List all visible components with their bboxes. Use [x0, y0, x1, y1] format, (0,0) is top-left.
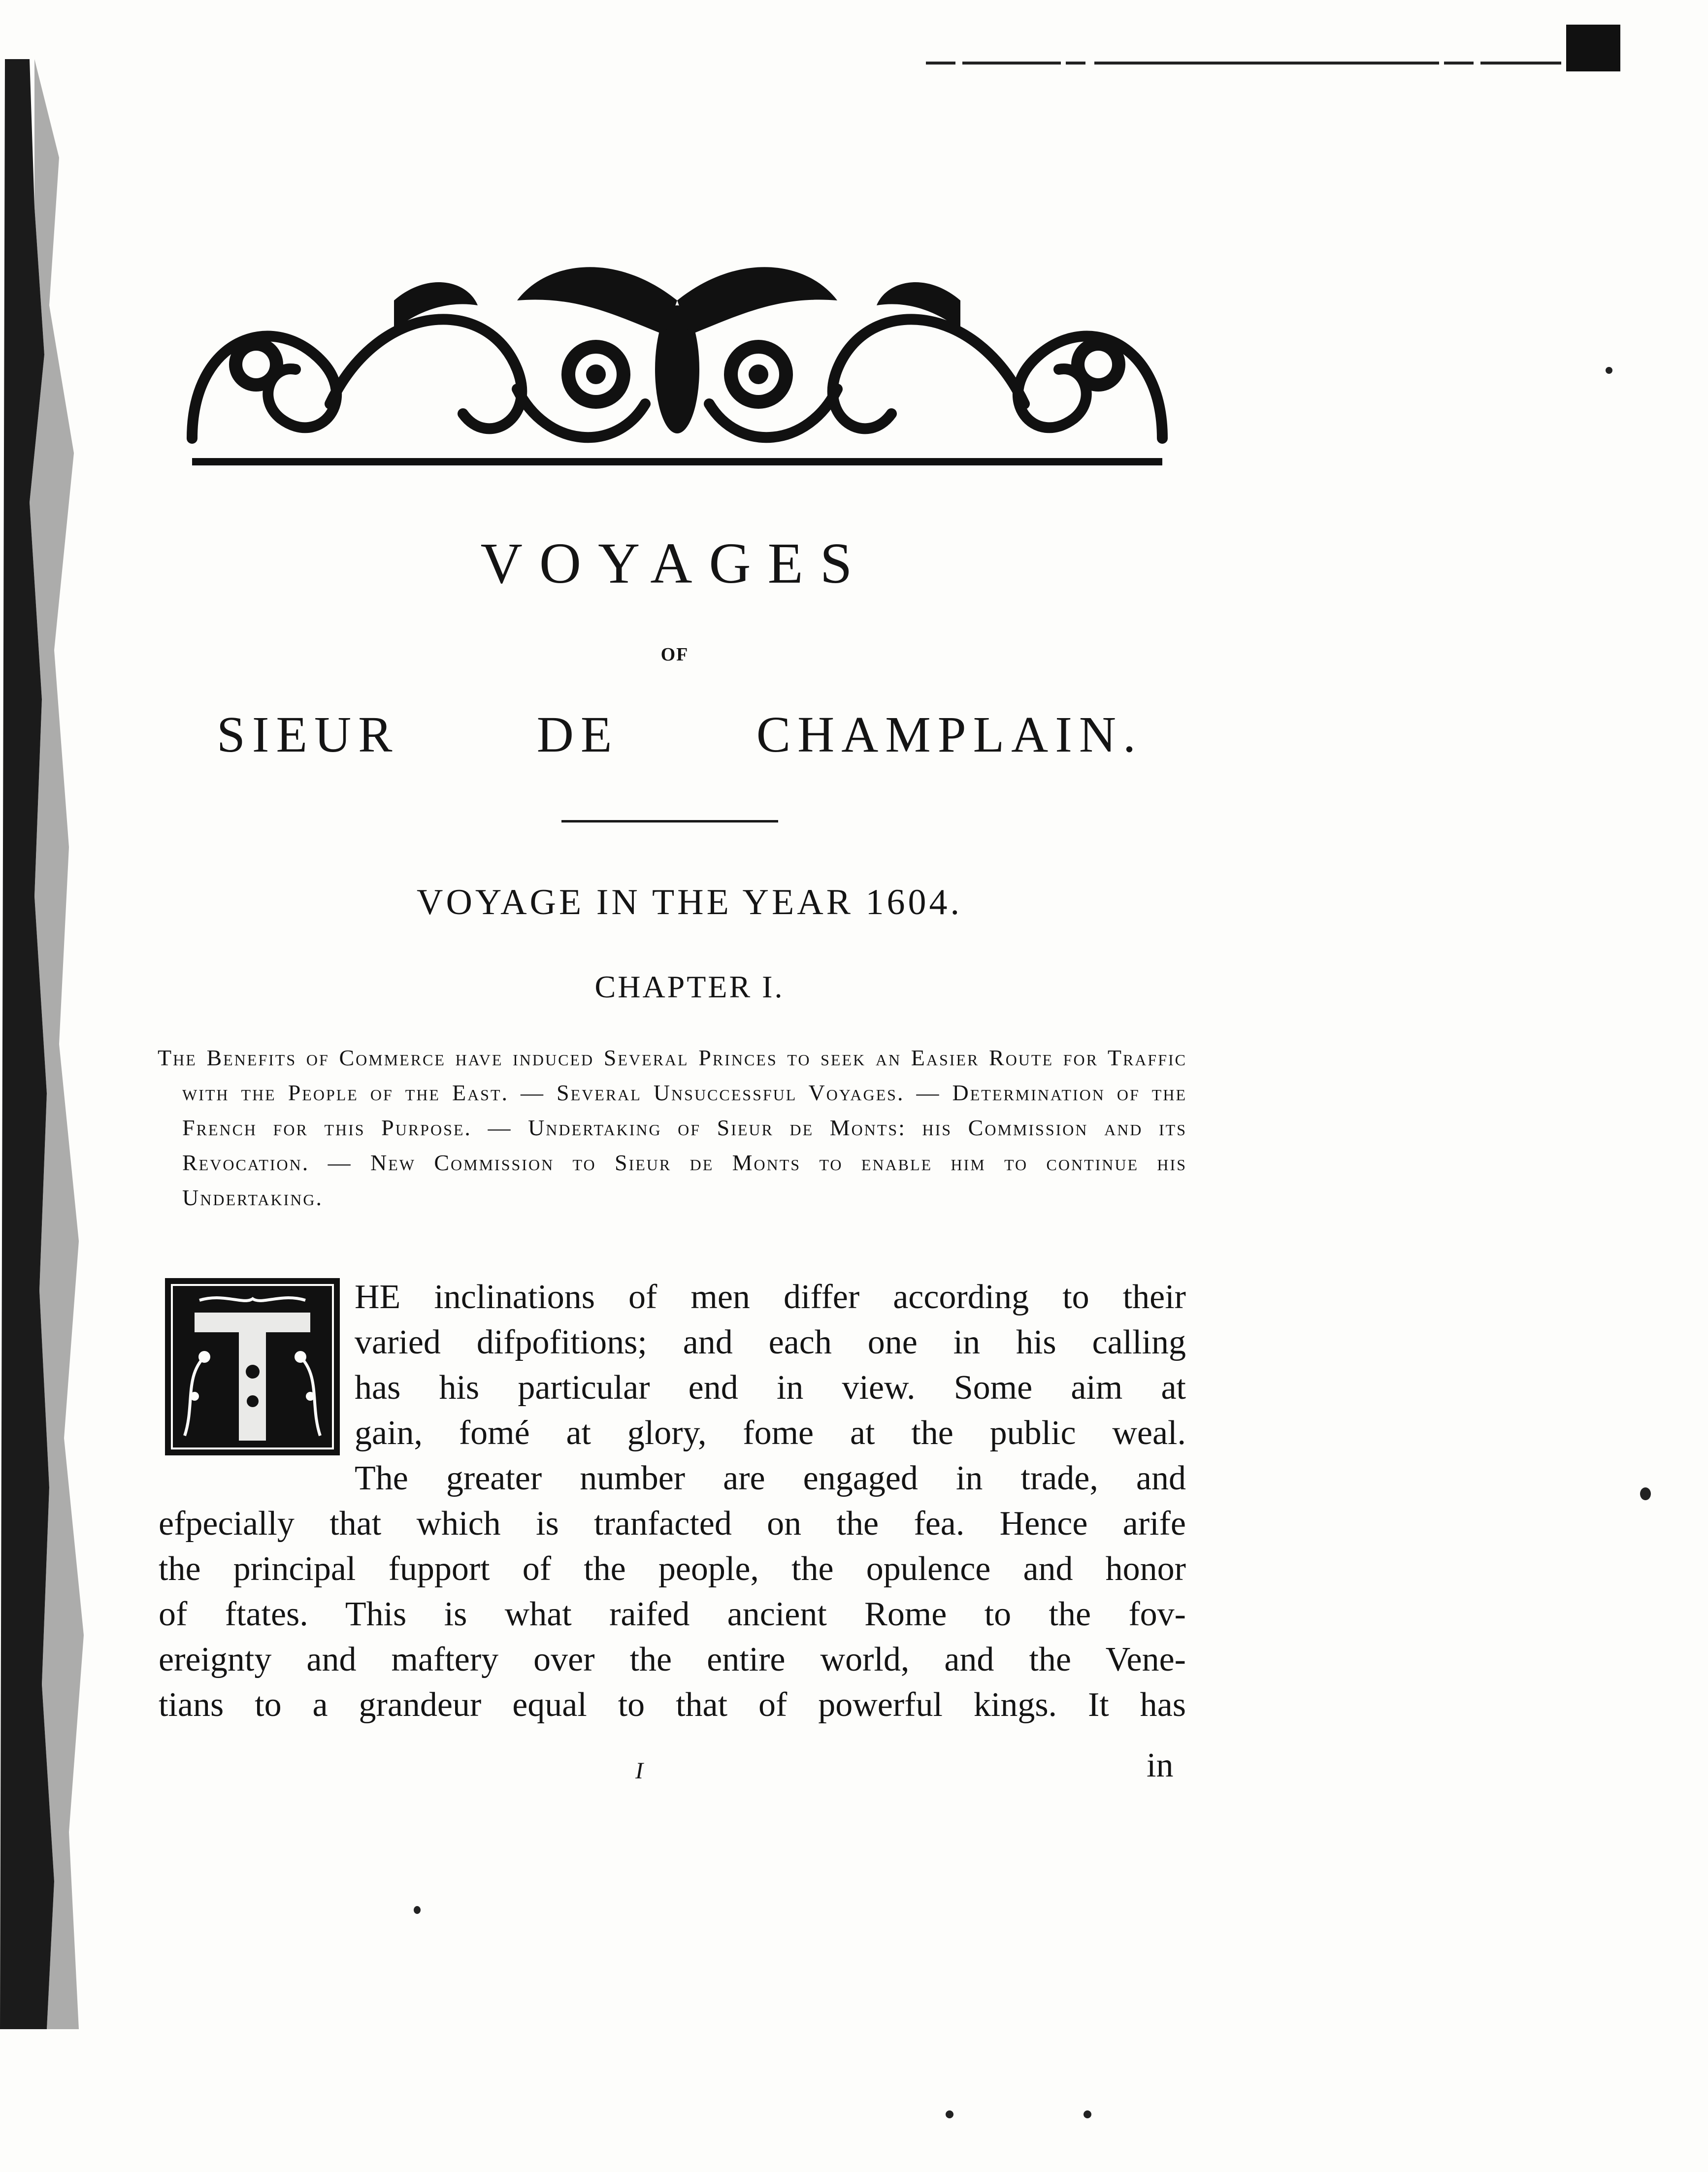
scan-speck	[414, 1906, 421, 1914]
title-of: OF	[660, 644, 689, 665]
subtitle-word: SIEUR	[217, 706, 399, 763]
scan-edge-left	[0, 59, 103, 2029]
scan-speck	[1084, 2110, 1091, 2118]
body-line: has his particular end in view. Some aim at	[355, 1369, 1186, 1407]
title-rule	[561, 820, 778, 823]
drop-cap-initial	[165, 1278, 340, 1455]
body-paragraph-indented	[355, 1275, 1186, 1501]
body-line: tians to a grandeur equal to that of powerful kings. It has	[159, 1686, 1186, 1724]
body-line: efpecially that which is tranfacted on the fea. Hence arife	[159, 1505, 1186, 1543]
body-paragraph-full	[159, 1501, 1186, 1728]
page-number: I	[635, 1758, 643, 1784]
book-subtitle	[217, 706, 1143, 763]
book-title: VOYAGES	[480, 531, 869, 595]
catchword: in	[1147, 1746, 1174, 1784]
voyage-heading: VOYAGE IN THE YEAR 1604.	[417, 882, 962, 922]
subtitle-word: CHAMPLAIN.	[756, 706, 1143, 763]
body-line: ereignty and maftery over the entire world, and the Vene-	[159, 1641, 1186, 1678]
body-line: HE inclinations of men differ according to their	[355, 1278, 1186, 1316]
chapter-heading: CHAPTER I.	[594, 969, 785, 1004]
body-line: The greater number are engaged in trade, and	[355, 1459, 1186, 1497]
body-line: of ftates. This is what raifed ancient Rome to the fov-	[159, 1595, 1186, 1633]
scan-speck	[946, 2110, 953, 2118]
subtitle-word: DE	[536, 706, 619, 763]
ornamental-headpiece	[172, 241, 1182, 468]
scan-edge-top	[926, 20, 1640, 84]
body-line: the principal fupport of the people, the opulence and honor	[159, 1550, 1186, 1588]
body-line: varied difpofitions; and each one in his calling	[355, 1323, 1186, 1361]
scan-speck	[1606, 367, 1612, 374]
body-line: gain, fomé at glory, fome at the public weal.	[355, 1414, 1186, 1452]
chapter-summary: The Benefits of Commerce have induced Several Princes to seek an Easier Route for Traffic with the People of the East. — Several Unsuccessful Voyages. — Determination of the French for this Purpose. — Undertaking of Sieur de Monts: his Commission and its Revocation. — New Commission to Sieur de Monts to enable him to continue his Undertaking.	[158, 1045, 1187, 1210]
scan-speck	[1640, 1487, 1651, 1500]
